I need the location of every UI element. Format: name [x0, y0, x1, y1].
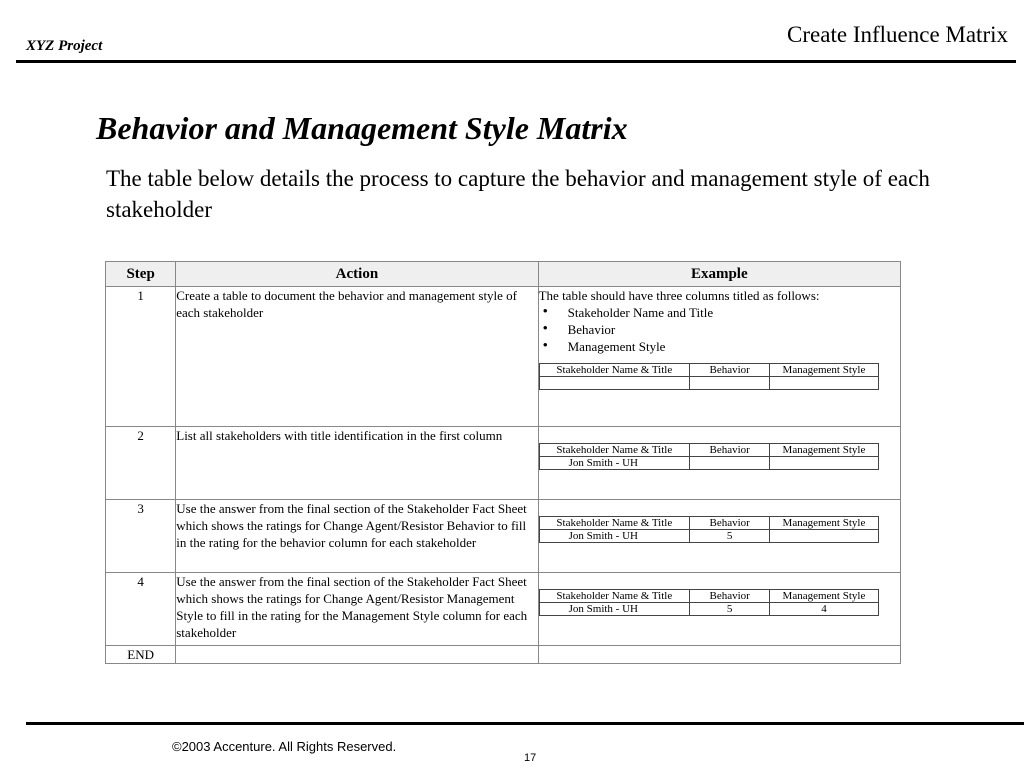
example-matrix [539, 516, 879, 543]
example-text: The table should have three columns titled as follows: [538, 288, 820, 303]
table-header-row [106, 262, 901, 287]
project-name: XYZ Project [26, 38, 103, 54]
list-item: • Behavior [539, 321, 900, 338]
table-row [106, 287, 901, 427]
slide-title: Behavior and Management Style Matrix [96, 110, 628, 146]
example-cell [538, 287, 900, 427]
matrix-cell-name: Jon Smith - UH [539, 603, 689, 616]
example-matrix [539, 363, 879, 390]
matrix-cell-style [770, 377, 878, 390]
list-item: • Stakeholder Name and Title [539, 304, 900, 321]
matrix-cell-behavior [690, 457, 770, 470]
column-list [539, 304, 900, 355]
action-text: Use the answer from the final section of the Stakeholder Fact Sheet which shows the ratings for Change Agent/Resistor Management Style to fill in the rating for the Management Style column for each stakeholder [176, 573, 538, 646]
header-divider [16, 60, 1016, 63]
matrix-header-row [539, 364, 878, 377]
header-example: Example [538, 262, 900, 287]
section-topic: Create Influence Matrix [787, 22, 1008, 47]
matrix-header-style: Management Style [770, 444, 878, 457]
matrix-header-behavior: Behavior [690, 590, 770, 603]
example-cell [538, 573, 900, 646]
matrix-header-style: Management Style [770, 590, 878, 603]
table-row [106, 500, 901, 573]
action-text: Create a table to document the behavior and management style of each stakeholder [176, 287, 538, 427]
matrix-header-behavior: Behavior [690, 517, 770, 530]
header-action: Action [176, 262, 538, 287]
copyright-notice: ©2003 Accenture. All Rights Reserved. [172, 739, 397, 754]
matrix-header-row [539, 517, 878, 530]
matrix-cell-style [770, 530, 878, 543]
table-row [106, 427, 901, 500]
matrix-row [539, 457, 878, 470]
step-number: END [106, 646, 176, 664]
matrix-row [539, 377, 878, 390]
matrix-header-style: Management Style [770, 364, 878, 377]
footer-divider [26, 722, 1024, 725]
matrix-header-name: Stakeholder Name & Title [539, 364, 689, 377]
matrix-cell-style: 4 [770, 603, 878, 616]
process-table [105, 261, 901, 664]
matrix-header-behavior: Behavior [690, 444, 770, 457]
step-number: 1 [106, 287, 176, 427]
intro-text: The table below details the process to capture the behavior and management style of each stakeholder [106, 166, 930, 222]
example-cell [538, 646, 900, 664]
step-number: 4 [106, 573, 176, 646]
example-cell [538, 500, 900, 573]
matrix-header-name: Stakeholder Name & Title [539, 590, 689, 603]
table-row [106, 646, 901, 664]
matrix-header-style: Management Style [770, 517, 878, 530]
action-text [176, 646, 538, 664]
matrix-header-row [539, 444, 878, 457]
matrix-cell-name: Jon Smith - UH [539, 530, 689, 543]
matrix-row [539, 603, 878, 616]
action-text: List all stakeholders with title identification in the first column [176, 427, 538, 500]
matrix-cell-behavior [690, 377, 770, 390]
table-row [106, 573, 901, 646]
page-number: 17 [524, 752, 537, 764]
matrix-header-behavior: Behavior [690, 364, 770, 377]
example-matrix [539, 443, 879, 470]
header-step: Step [106, 262, 176, 287]
matrix-header-name: Stakeholder Name & Title [539, 444, 689, 457]
matrix-cell-style [770, 457, 878, 470]
matrix-cell-behavior: 5 [690, 530, 770, 543]
example-matrix [539, 589, 879, 616]
step-number: 2 [106, 427, 176, 500]
matrix-cell-behavior: 5 [690, 603, 770, 616]
action-text: Use the answer from the final section of the Stakeholder Fact Sheet which shows the ratings for Change Agent/Resistor Behavior to fill in the rating for the behavior column for each stakeholder [176, 500, 538, 573]
matrix-cell-name [539, 377, 689, 390]
list-item: • Management Style [539, 338, 900, 355]
matrix-row [539, 530, 878, 543]
matrix-cell-name: Jon Smith - UH [539, 457, 689, 470]
matrix-header-name: Stakeholder Name & Title [539, 517, 689, 530]
matrix-header-row [539, 590, 878, 603]
example-cell [538, 427, 900, 500]
step-number: 3 [106, 500, 176, 573]
